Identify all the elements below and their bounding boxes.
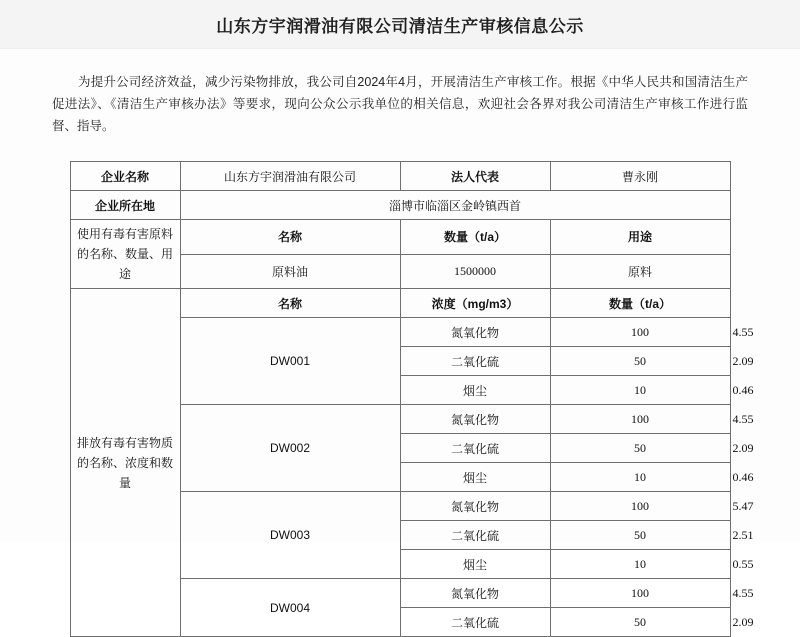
emission-conc: 50 <box>550 608 730 637</box>
company-name-value: 山东方宇润滑油有限公司 <box>180 162 400 191</box>
material-name: 原料油 <box>180 254 400 289</box>
table-row: DW002 氮氧化物 100 4.55 <box>70 405 730 434</box>
table-row: DW004 氮氧化物 100 4.55 <box>70 579 730 608</box>
table-row: 烟尘 10 0.46 <box>70 376 730 405</box>
table-row <box>70 162 730 191</box>
emission-conc: 100 <box>550 318 730 347</box>
material-qty: 1500000 <box>400 254 550 289</box>
materials-header-use: 用途 <box>550 220 730 255</box>
emission-name: 氮氧化物 <box>400 405 550 434</box>
address-value: 淄博市临淄区金岭镇西首 <box>180 191 730 220</box>
table-row: 烟尘 10 0.46 <box>70 463 730 492</box>
table-body <box>70 162 754 637</box>
material-use: 原料 <box>550 254 730 289</box>
emission-name: 氮氧化物 <box>400 318 550 347</box>
table-row <box>70 191 730 220</box>
emission-conc: 10 <box>550 376 730 405</box>
materials-label: 使用有毒有害原料的名称、数量、用途 <box>70 220 180 289</box>
table-row: 二氧化硫 50 2.09 <box>70 608 730 637</box>
emission-conc: 10 <box>550 463 730 492</box>
emission-name: 二氧化硫 <box>400 608 550 637</box>
emission-name: 氮氧化物 <box>400 492 550 521</box>
emission-name: 烟尘 <box>400 376 550 405</box>
emission-conc: 100 <box>550 405 730 434</box>
outlet-code: DW001 <box>180 318 400 405</box>
table-row: DW003 氮氧化物 100 5.47 <box>70 492 730 521</box>
emissions-header-qty: 数量（t/a） <box>550 289 730 318</box>
emission-conc: 50 <box>550 347 730 376</box>
outlet-code: DW004 <box>180 579 400 637</box>
emission-name: 二氧化硫 <box>400 434 550 463</box>
company-name-label: 企业名称 <box>70 162 180 191</box>
emission-name: 烟尘 <box>400 463 550 492</box>
materials-header-name: 名称 <box>180 220 400 255</box>
title-bar <box>0 0 800 49</box>
table-row: DW001 氮氧化物 100 4.55 <box>70 318 730 347</box>
emission-conc: 100 <box>550 579 730 608</box>
emission-conc: 50 <box>550 521 730 550</box>
table-row: 二氧化硫 50 2.09 <box>70 434 730 463</box>
information-table <box>70 161 754 637</box>
emission-name: 二氧化硫 <box>400 347 550 376</box>
page-title: 山东方宇润滑油有限公司清洁生产审核信息公示 <box>216 16 584 36</box>
materials-header-qty: 数量（t/a） <box>400 220 550 255</box>
outlet-code: DW002 <box>180 405 400 492</box>
emission-conc: 10 <box>550 550 730 579</box>
outlet-code: DW003 <box>180 492 400 579</box>
table-row <box>70 220 730 255</box>
legal-rep-label: 法人代表 <box>400 162 550 191</box>
emission-conc: 50 <box>550 434 730 463</box>
emissions-header-name: 名称 <box>180 289 400 318</box>
address-label: 企业所在地 <box>70 191 180 220</box>
emission-name: 烟尘 <box>400 550 550 579</box>
emission-conc: 100 <box>550 492 730 521</box>
emission-name: 氮氧化物 <box>400 579 550 608</box>
table-row: 二氧化硫 50 2.09 <box>70 347 730 376</box>
intro-paragraph: 为提升公司经济效益，减少污染物排放，我公司自2024年4月，开展清洁生产审核工作。根据《中华人民共和国清洁生产促进法》、《清洁生产审核办法》等要求，现向公众公示我单位的相关信息，欢迎社会各界对我公司清洁生产审核工作进行监督、指导。 <box>52 75 748 133</box>
legal-rep-value: 曹永刚 <box>550 162 730 191</box>
table-row <box>70 289 730 318</box>
emissions-header-conc: 浓度（mg/m3） <box>400 289 550 318</box>
table-row: 二氧化硫 50 2.51 <box>70 521 730 550</box>
emission-name: 二氧化硫 <box>400 521 550 550</box>
emissions-label: 排放有毒有害物质的名称、浓度和数量 <box>70 289 180 637</box>
table-row: 烟尘 10 0.55 <box>70 550 730 579</box>
